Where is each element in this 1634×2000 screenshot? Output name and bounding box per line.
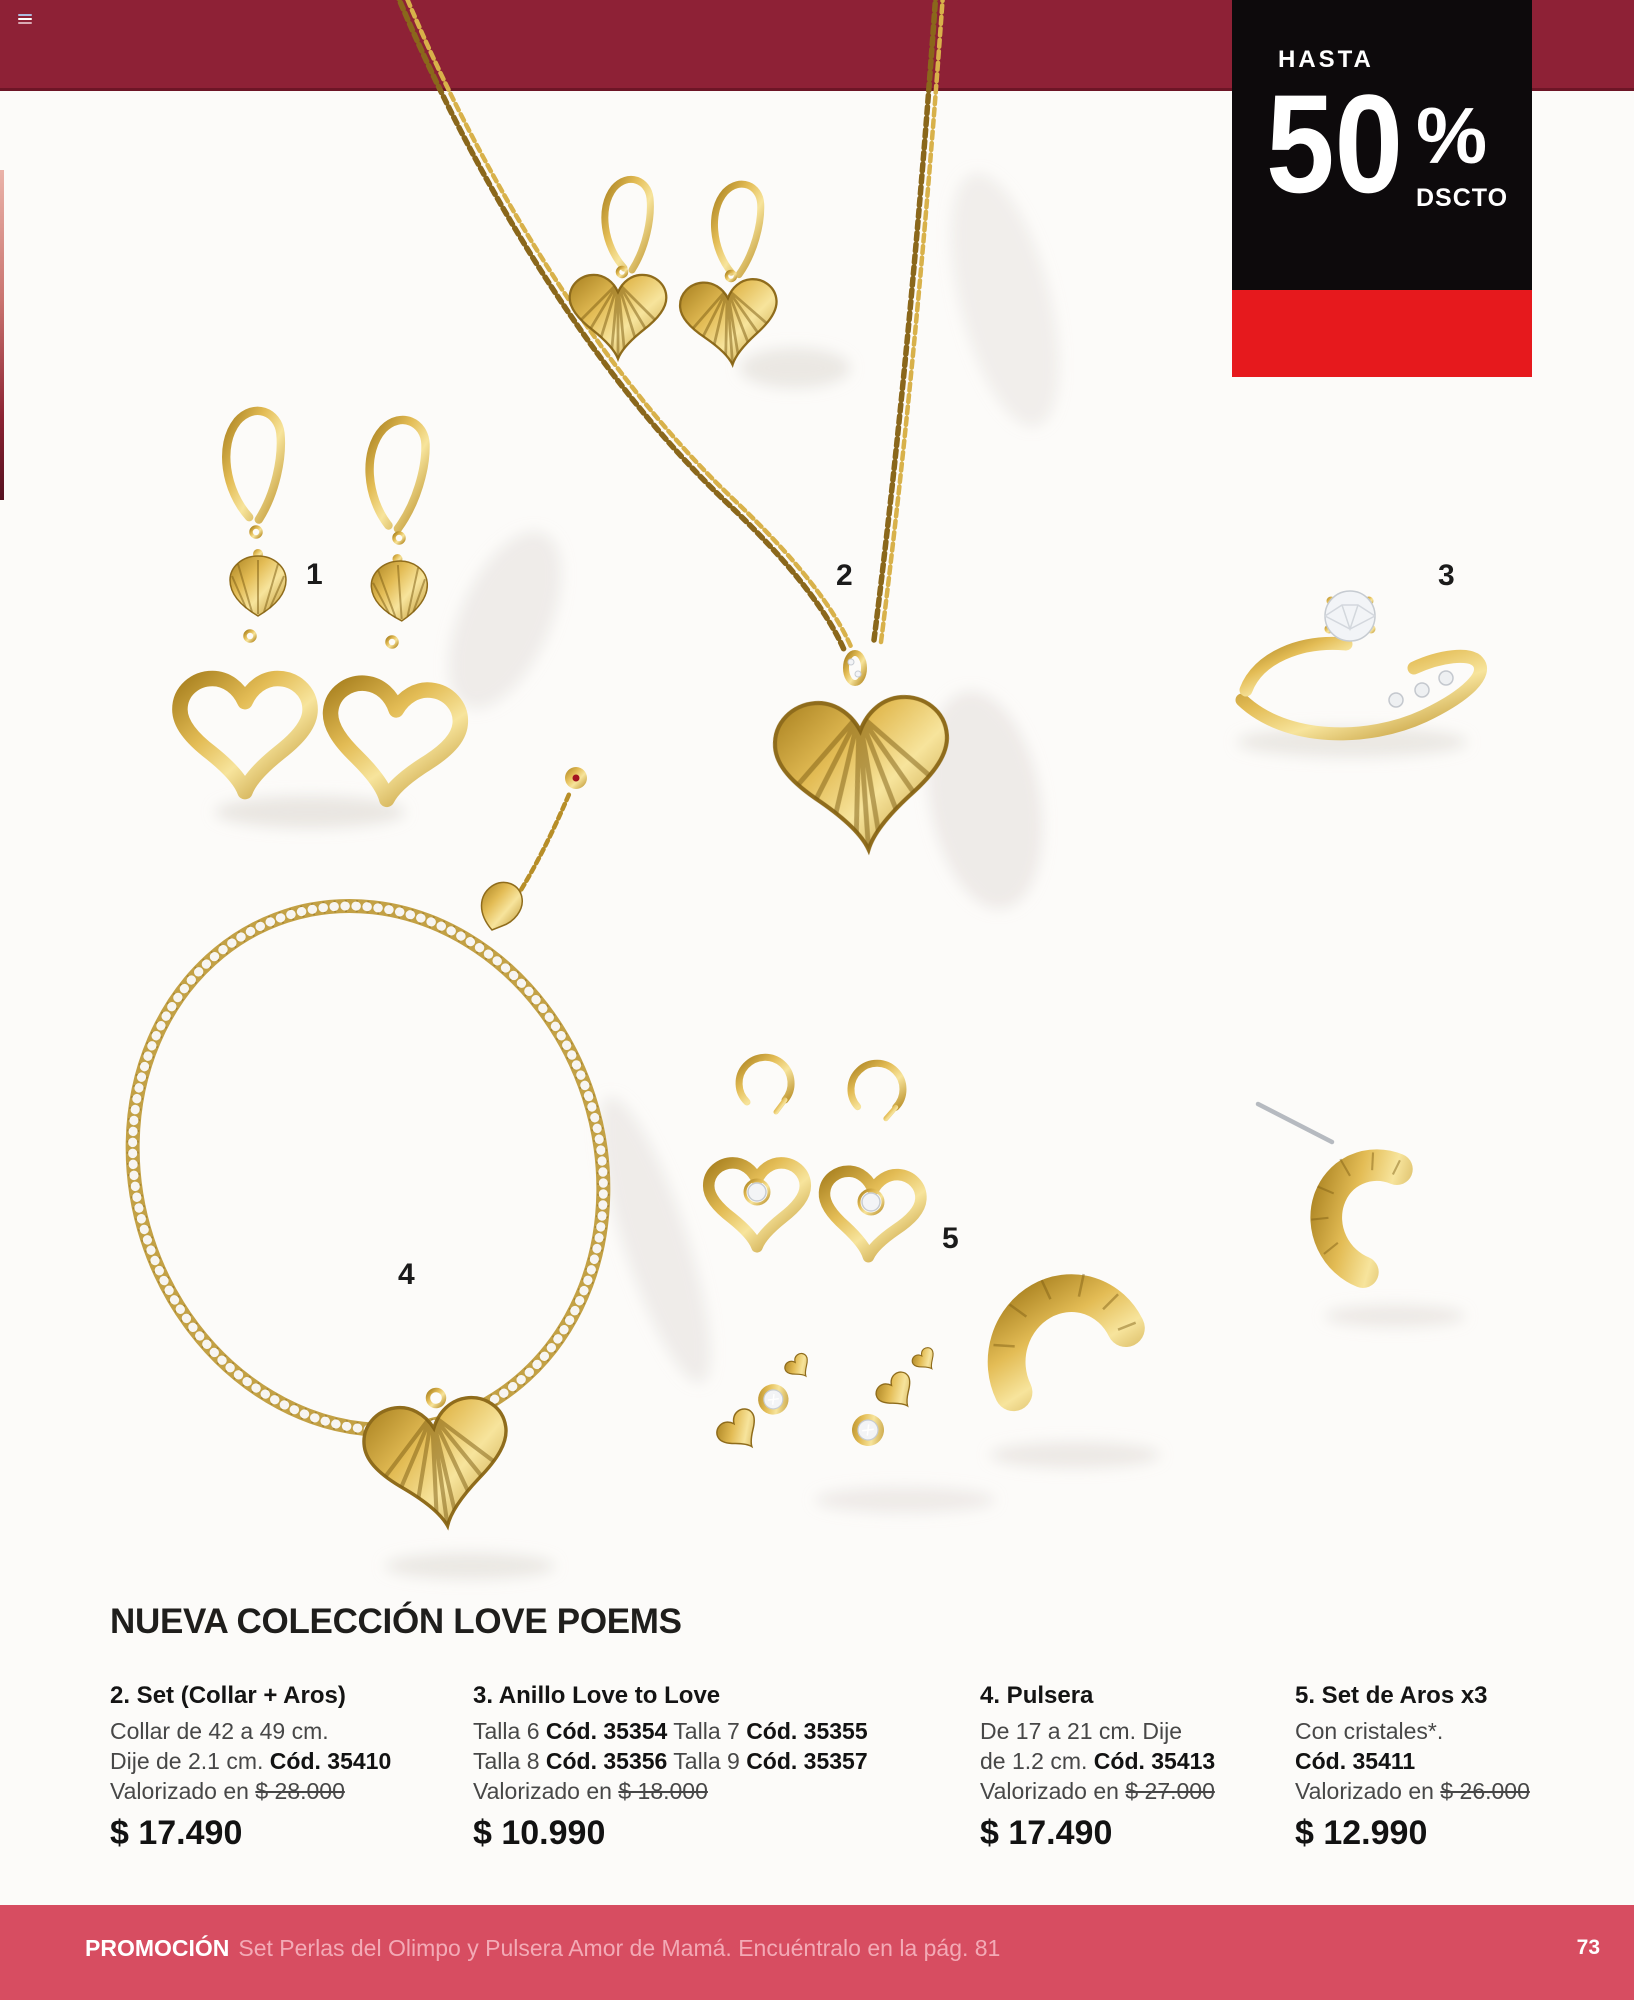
product-detail-line: Cód. 35411 — [1295, 1748, 1416, 1774]
promo-banner — [0, 1905, 1634, 2000]
discount-badge — [1232, 0, 1532, 290]
collection-title: NUEVA COLECCIÓN LOVE POEMS — [110, 1602, 682, 1641]
product-valorizado-line: Valorizado en $ 18.000 — [473, 1778, 708, 1804]
item-label-2: 2 — [836, 559, 853, 592]
product-title: 4. Pulsera — [980, 1682, 1094, 1709]
product-detail-line: Talla 8 Cód. 35356 Talla 9 Cód. 35357 — [473, 1748, 868, 1774]
product-valorizado-line: Valorizado en $ 26.000 — [1295, 1778, 1530, 1804]
product-price: $ 17.490 — [110, 1814, 243, 1852]
product-title: 5. Set de Aros x3 — [1295, 1682, 1488, 1709]
product-price: $ 12.990 — [1295, 1814, 1428, 1852]
product-info-pulsera — [980, 1682, 1280, 1853]
page-number: 73 — [1576, 1936, 1600, 1959]
product-detail-line: De 17 a 21 cm. Dije — [980, 1718, 1182, 1744]
item-label-1: 1 — [306, 558, 323, 591]
product-title: 3. Anillo Love to Love — [473, 1682, 721, 1709]
product-info-set-aros-x3 — [1295, 1682, 1625, 1853]
badge-percent-sign: % — [1416, 91, 1488, 180]
promo-text: Set Perlas del Olimpo y Pulsera Amor de Mamá. Encuéntralo en la pág. 81 — [238, 1935, 1001, 1961]
product-price: $ 10.990 — [473, 1814, 606, 1852]
item-label-4: 4 — [398, 1258, 415, 1291]
product-price: $ 17.490 — [980, 1814, 1113, 1852]
product-detail-line: Dije de 2.1 cm. Cód. 35410 — [110, 1748, 392, 1774]
product-title: 2. Set (Collar + Aros) — [110, 1682, 346, 1709]
product-valorizado-line: Valorizado en $ 28.000 — [110, 1778, 345, 1804]
product-detail-line: Collar de 42 a 49 cm. — [110, 1718, 329, 1744]
ring-photo — [1242, 570, 1481, 734]
promo-label: PROMOCIÓN — [85, 1935, 230, 1961]
product-detail-line: Talla 6 Cód. 35354 Talla 7 Cód. 35355 — [473, 1718, 868, 1744]
product-info-set-collar-aros — [110, 1682, 460, 1853]
promo-message — [85, 1935, 1000, 1962]
badge-eyebrow: HASTA — [1278, 46, 1374, 73]
badge-suffix: DSCTO — [1416, 184, 1509, 212]
bracelet-photo — [65, 767, 670, 1536]
product-detail-line: Con cristales*. — [1295, 1718, 1444, 1744]
earring-set-photo — [708, 1057, 1439, 1459]
product-info-anillo-love — [473, 1682, 953, 1853]
earrings-shell-heart-photo — [180, 411, 463, 806]
product-valorizado-line: Valorizado en $ 27.000 — [980, 1778, 1215, 1804]
necklace-photo — [396, 0, 954, 855]
badge-red-bar — [1232, 290, 1532, 377]
item-label-5: 5 — [942, 1222, 959, 1255]
badge-value: 50 — [1266, 65, 1404, 222]
product-detail-line: de 1.2 cm. Cód. 35413 — [980, 1748, 1216, 1774]
item-label-3: 3 — [1438, 559, 1455, 592]
